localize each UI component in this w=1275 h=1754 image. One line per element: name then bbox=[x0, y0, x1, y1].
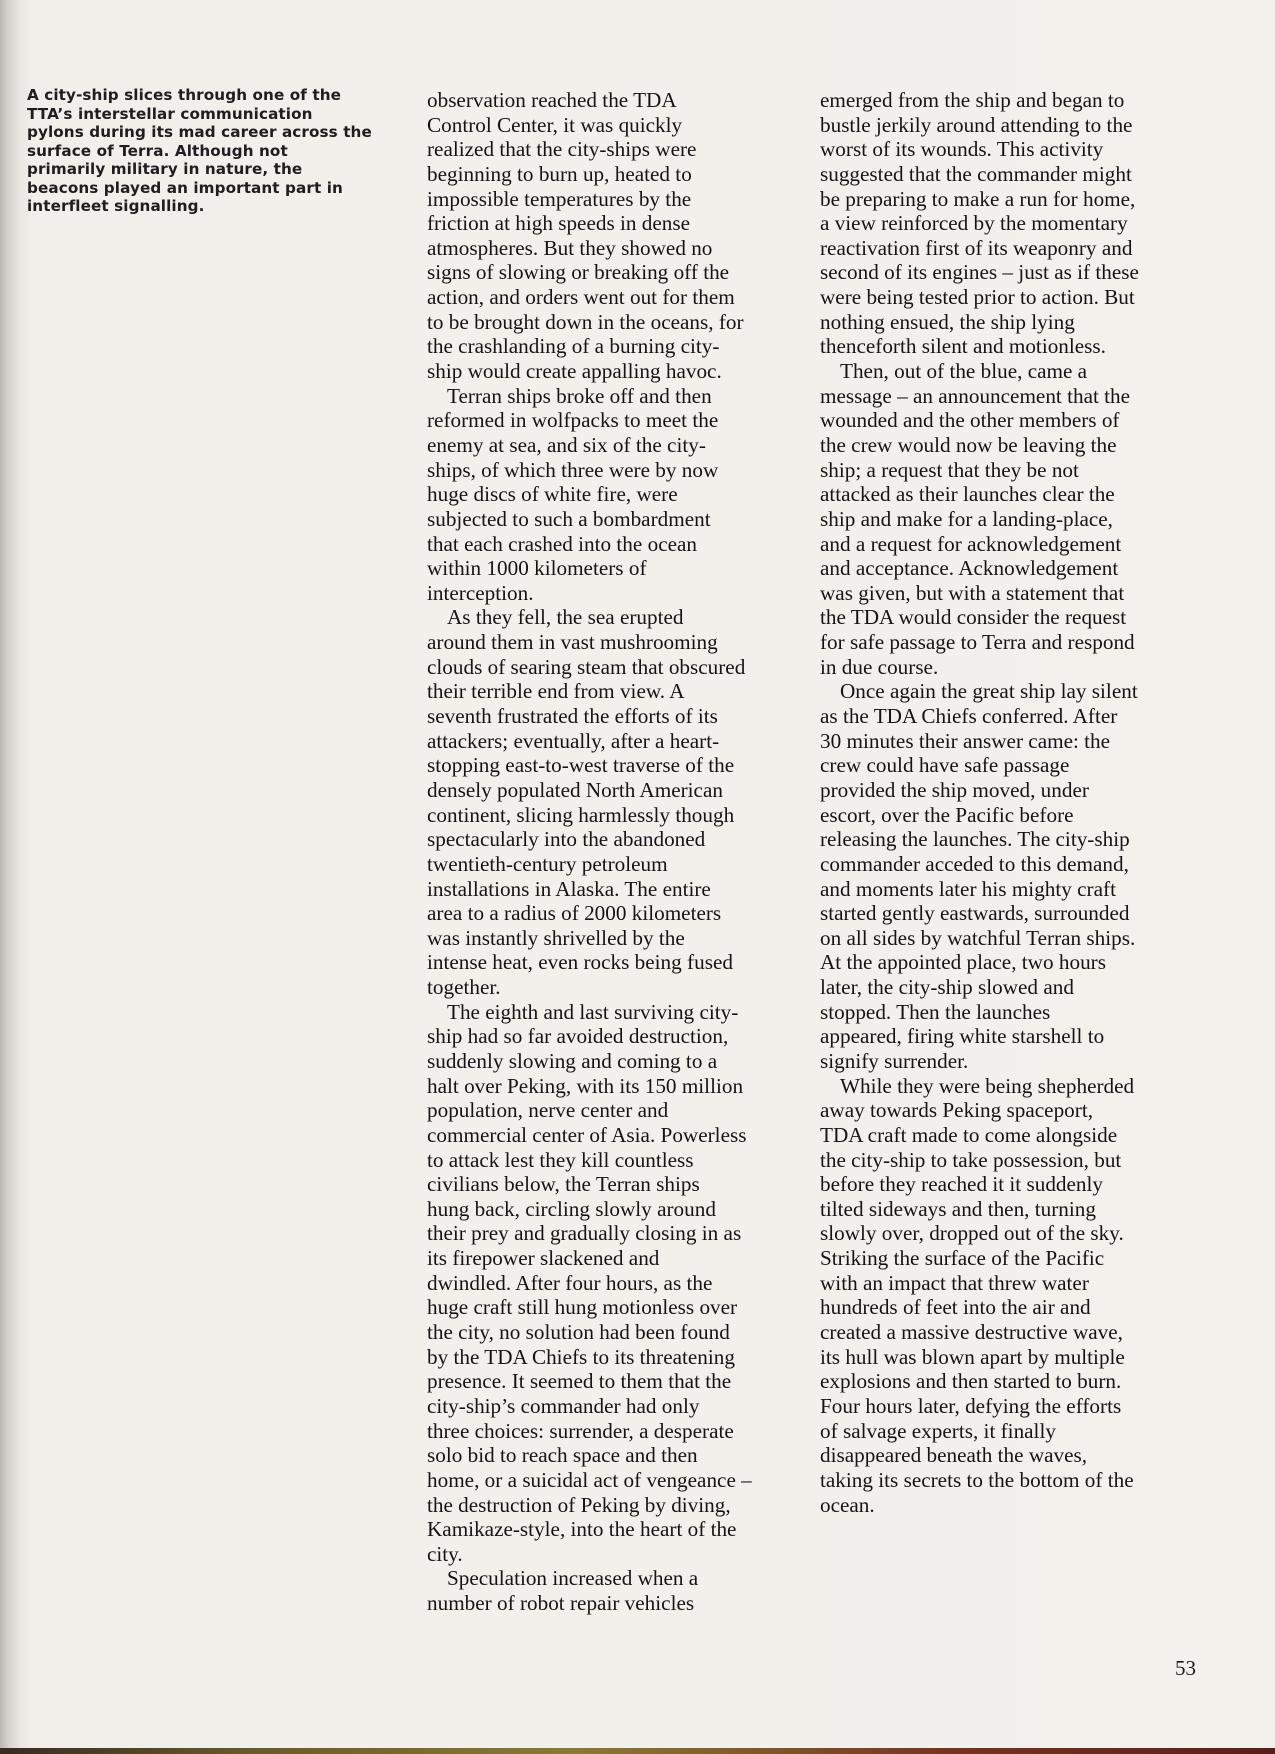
text-line: within 1000 kilometers of bbox=[427, 556, 647, 581]
text-line: commander acceded to this demand, bbox=[820, 851, 1129, 876]
text-line: taking its secrets to the bottom of the bbox=[820, 1467, 1134, 1492]
text-line: on all sides by watchful Terran ships. bbox=[820, 925, 1136, 950]
text-line: Kamikaze-style, into the heart of the bbox=[427, 1517, 737, 1542]
text-line: as the TDA Chiefs conferred. After bbox=[820, 704, 1118, 729]
text-line: was given, but with a statement that bbox=[820, 580, 1125, 605]
text-line: Striking the surface of the Pacific bbox=[820, 1246, 1105, 1271]
text-line: later, the city-ship slowed and bbox=[820, 975, 1074, 1000]
text-line: signify surrender. bbox=[820, 1048, 969, 1073]
paragraph-start-line: While they were being shepherded bbox=[840, 1073, 1135, 1098]
text-line: escort, over the Pacific before bbox=[820, 802, 1074, 827]
text-line: realized that the city-ships were bbox=[427, 137, 697, 162]
text-line: before they reached it it suddenly bbox=[820, 1172, 1103, 1197]
text-line: installations in Alaska. The entire bbox=[427, 876, 711, 901]
text-line: intense heat, even rocks being fused bbox=[427, 950, 733, 975]
paragraph-start-line: As they fell, the sea erupted bbox=[447, 605, 684, 630]
text-line: second of its engines – just as if these bbox=[820, 260, 1139, 285]
text-line: home, or a suicidal act of vengeance – bbox=[427, 1467, 752, 1492]
text-line: stopped. Then the launches bbox=[820, 999, 1051, 1024]
text-line: started gently eastwards, surrounded bbox=[820, 901, 1130, 926]
text-line: interception. bbox=[427, 580, 534, 605]
image-caption bbox=[27, 86, 417, 216]
paragraph-start-line: Terran ships broke off and then bbox=[447, 383, 712, 408]
text-line: presence. It seemed to them that the bbox=[427, 1369, 732, 1394]
text-line: stopping east-to-west traverse of the bbox=[427, 753, 735, 778]
text-line: continent, slicing harmlessly though bbox=[427, 802, 735, 827]
text-line: population, nerve center and bbox=[427, 1098, 669, 1123]
text-line: and acceptance. Acknowledgement bbox=[820, 556, 1119, 581]
text-line: city. bbox=[427, 1541, 463, 1566]
paragraph-start-line: Speculation increased when a bbox=[447, 1566, 699, 1591]
text-line: enemy at sea, and six of the city- bbox=[427, 432, 706, 457]
page-number: 53 bbox=[1175, 1656, 1196, 1680]
text-line: solo bid to reach space and then bbox=[427, 1443, 698, 1468]
text-line: impossible temperatures by the bbox=[427, 186, 692, 211]
text-line: twentieth-century petroleum bbox=[427, 851, 668, 876]
text-line: created a massive destructive wave, bbox=[820, 1320, 1123, 1345]
text-line: densely populated North American bbox=[427, 777, 723, 802]
text-line: thenceforth silent and motionless. bbox=[820, 334, 1106, 359]
text-line: subjected to such a bombardment bbox=[427, 506, 711, 531]
text-line: huge discs of white fire, were bbox=[427, 482, 678, 507]
text-line: ship and make for a landing-place, bbox=[820, 506, 1113, 531]
text-line: explosions and then started to burn. bbox=[820, 1369, 1122, 1394]
text-line: away towards Peking spaceport, bbox=[820, 1098, 1094, 1123]
body-column-right bbox=[820, 88, 1210, 1517]
text-line: their prey and gradually closing in as bbox=[427, 1221, 742, 1246]
text-line: TDA craft made to come alongside bbox=[820, 1122, 1118, 1147]
caption-line: surface of Terra. Although not bbox=[27, 141, 288, 160]
text-line: their terrible end from view. A bbox=[427, 679, 685, 704]
text-line: slowly over, dropped out of the sky. bbox=[820, 1221, 1124, 1246]
text-line: Control Center, it was quickly bbox=[427, 112, 683, 137]
text-line: seventh frustrated the efforts of its bbox=[427, 704, 718, 729]
text-line: the destruction of Peking by diving, bbox=[427, 1492, 731, 1517]
text-line: ship had so far avoided destruction, bbox=[427, 1024, 729, 1049]
text-line: and a request for acknowledgement bbox=[820, 531, 1122, 556]
text-line: hung back, circling slowly around bbox=[427, 1196, 716, 1221]
text-line: the city, no solution had been found bbox=[427, 1320, 730, 1345]
text-line: three choices: surrender, a desperate bbox=[427, 1418, 734, 1443]
text-line: the crashlanding of a burning city- bbox=[427, 334, 720, 359]
text-line: releasing the launches. The city-ship bbox=[820, 827, 1130, 852]
text-line: area to a radius of 2000 kilometers bbox=[427, 901, 722, 926]
text-line: spectacularly into the abandoned bbox=[427, 827, 706, 852]
text-line: hundreds of feet into the air and bbox=[820, 1295, 1091, 1320]
caption-line: A city-ship slices through one of the bbox=[27, 86, 342, 104]
paragraph-start-line: Then, out of the blue, came a bbox=[840, 359, 1088, 384]
text-line: its firepower slackened and bbox=[427, 1246, 660, 1271]
text-line: clouds of searing steam that obscured bbox=[427, 654, 746, 679]
text-line: a view reinforced by the momentary bbox=[820, 211, 1128, 236]
text-line: Four hours later, defying the efforts bbox=[820, 1393, 1122, 1418]
text-line: halt over Peking, with its 150 million bbox=[427, 1073, 744, 1098]
text-line: in due course. bbox=[820, 654, 939, 679]
text-line: suggested that the commander might bbox=[820, 161, 1132, 186]
caption-line: TTA’s interstellar communication bbox=[27, 104, 313, 123]
text-line: to be brought down in the oceans, for bbox=[427, 309, 744, 334]
text-line: tilted sideways and then, turning bbox=[820, 1196, 1096, 1221]
text-line: with an impact that threw water bbox=[820, 1270, 1089, 1295]
text-line: reformed in wolfpacks to meet the bbox=[427, 408, 719, 433]
text-line: observation reached the TDA bbox=[427, 88, 677, 112]
text-line: the TDA would consider the request bbox=[820, 605, 1127, 630]
text-line: ship would create appalling havoc. bbox=[427, 359, 722, 384]
text-line: wounded and the other members of bbox=[820, 408, 1120, 433]
text-line: for safe passage to Terra and respond bbox=[820, 630, 1135, 655]
text-line: friction at high speeds in dense bbox=[427, 211, 691, 236]
text-line: together. bbox=[427, 975, 501, 1000]
text-line: by the TDA Chiefs to its threatening bbox=[427, 1344, 735, 1369]
text-line: reactivation first of its weaponry and bbox=[820, 235, 1133, 260]
text-line: of salvage experts, it finally bbox=[820, 1418, 1056, 1443]
caption-line: pylons during its mad career across the bbox=[27, 123, 372, 141]
text-line: be preparing to make a run for home, bbox=[820, 186, 1136, 211]
caption-line: primarily military in nature, the bbox=[27, 160, 303, 178]
caption-line: interfleet signalling. bbox=[27, 197, 205, 215]
text-line: signs of slowing or breaking off the bbox=[427, 260, 730, 285]
text-line: nothing ensued, the ship lying bbox=[820, 309, 1075, 334]
text-line: crew could have safe passage bbox=[820, 753, 1070, 778]
text-line: atmospheres. But they showed no bbox=[427, 235, 713, 260]
text-line: civilians below, the Terran ships bbox=[427, 1172, 700, 1197]
text-line: At the appointed place, two hours bbox=[820, 950, 1106, 975]
text-line: message – an announcement that the bbox=[820, 383, 1131, 408]
text-line: emerged from the ship and began to bbox=[820, 88, 1125, 112]
text-line: disappeared beneath the waves, bbox=[820, 1443, 1088, 1468]
text-line: ships, of which three were by now bbox=[427, 457, 719, 482]
text-line: provided the ship moved, under bbox=[820, 777, 1089, 802]
text-line: ship; a request that they be not bbox=[820, 457, 1079, 482]
text-line: appeared, firing white starshell to bbox=[820, 1024, 1105, 1049]
text-line: beginning to burn up, heated to bbox=[427, 161, 692, 186]
text-line: the crew would now be leaving the bbox=[820, 432, 1117, 457]
text-line: around them in vast mushrooming bbox=[427, 630, 718, 655]
text-line: suddenly slowing and coming to a bbox=[427, 1048, 718, 1073]
text-line: its hull was blown apart by multiple bbox=[820, 1344, 1125, 1369]
text-line: commercial center of Asia. Powerless bbox=[427, 1122, 747, 1147]
text-line: was instantly shrivelled by the bbox=[427, 925, 685, 950]
body-column-middle bbox=[427, 88, 807, 1616]
text-line: ocean. bbox=[820, 1492, 875, 1517]
text-line: number of robot repair vehicles bbox=[427, 1591, 695, 1616]
text-line: worst of its wounds. This activity bbox=[820, 137, 1104, 162]
text-line: action, and orders went out for them bbox=[427, 285, 735, 310]
text-line: bustle jerkily around attending to the bbox=[820, 112, 1133, 137]
page-bottom-edge bbox=[0, 1748, 1275, 1754]
text-line: the city-ship to take possession, but bbox=[820, 1147, 1122, 1172]
paragraph-start-line: Once again the great ship lay silent bbox=[840, 679, 1138, 704]
caption-line: beacons played an important part in bbox=[27, 178, 343, 197]
text-line: 30 minutes their answer came: the bbox=[820, 728, 1111, 753]
text-line: to attack lest they kill countless bbox=[427, 1147, 694, 1172]
text-line: that each crashed into the ocean bbox=[427, 531, 698, 556]
text-line: were being tested prior to action. But bbox=[820, 285, 1135, 310]
text-line: huge craft still hung motionless over bbox=[427, 1295, 738, 1320]
text-line: and moments later his mighty craft bbox=[820, 876, 1116, 901]
text-line: attackers; eventually, after a heart- bbox=[427, 728, 720, 753]
paragraph-start-line: The eighth and last surviving city- bbox=[447, 999, 739, 1024]
text-line: dwindled. After four hours, as the bbox=[427, 1270, 713, 1295]
text-line: attacked as their launches clear the bbox=[820, 482, 1115, 507]
text-line: city-ship’s commander had only bbox=[427, 1393, 700, 1418]
